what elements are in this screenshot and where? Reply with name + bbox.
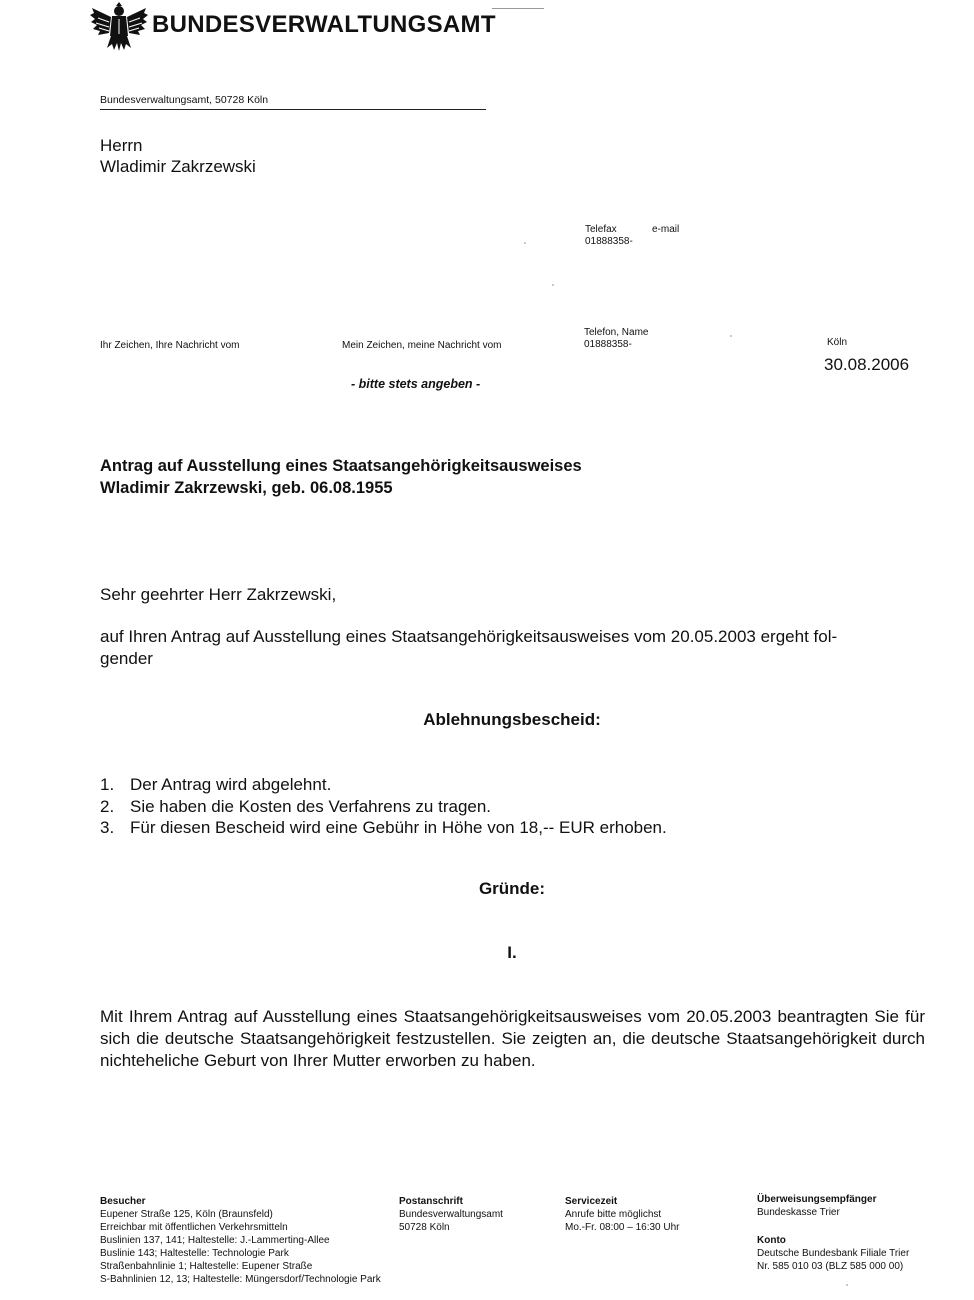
decision-item <box>100 774 667 796</box>
telefax-number: 01888358- <box>585 236 633 247</box>
return-address: Bundesverwaltungsamt, 50728 Köln <box>100 94 269 106</box>
intro-line-1: auf Ihren Antrag auf Ausstellung eines Staatsangehörigkeitsausweises vom 20.05.2003 ergeht fol- <box>100 627 838 646</box>
footer-konto-line: Deutsche Bundesbank Filiale Trier <box>757 1248 910 1259</box>
decision-item <box>100 817 667 839</box>
telefax-label: Telefax <box>585 224 617 235</box>
footer-ueberweisung-title: Überweisungsempfänger <box>757 1194 877 1205</box>
footer-besucher-line: Erreichbar mit öffentlichen Verkehrsmitteln <box>100 1222 288 1233</box>
footer-konto-line: Nr. 585 010 03 (BLZ 585 000 00) <box>757 1261 904 1272</box>
decision-text: Für diesen Bescheid wird eine Gebühr in Höhe von 18,-- EUR erhoben. <box>130 818 667 837</box>
scan-speck <box>524 242 526 244</box>
footer-postanschrift-line: Bundesverwaltungsamt <box>399 1209 503 1220</box>
ihr-zeichen-label: Ihr Zeichen, Ihre Nachricht vom <box>100 340 240 351</box>
place-label: Köln <box>827 337 848 348</box>
federal-eagle-icon <box>90 2 148 52</box>
letter-date: 30.08.2006 <box>824 355 910 374</box>
footer-besucher-line: Buslinien 137, 141; Haltestelle: J.-Lammerting-Allee <box>100 1235 330 1246</box>
return-address-rule <box>100 109 486 110</box>
telefon-label: Telefon, Name <box>584 327 649 338</box>
decision-text: Der Antrag wird abgelehnt. <box>130 775 332 794</box>
footer-konto-title: Konto <box>757 1235 786 1246</box>
decision-number: 3. <box>100 818 115 837</box>
footer-besucher <box>100 1195 381 1286</box>
scan-speck <box>730 335 732 337</box>
subject-line-2: Wladimir Zakrzewski, geb. 06.08.1955 <box>100 479 393 497</box>
footer-servicezeit <box>565 1195 680 1234</box>
footer-besucher-line: Straßenbahnlinie 1; Haltestelle: Eupener Straße <box>100 1261 313 1272</box>
organization-name: BUNDESVERWALTUNGSAMT <box>152 11 496 38</box>
footer-besucher-line: Eupener Straße 125, Köln (Braunsfeld) <box>100 1209 273 1220</box>
header-divider <box>492 8 544 9</box>
decision-number: 2. <box>100 796 115 816</box>
footer-postanschrift <box>399 1195 503 1234</box>
decision-number: 1. <box>100 775 115 794</box>
decision-heading: Ablehnungsbescheid: <box>423 710 601 729</box>
scan-speck <box>552 284 554 286</box>
greeting: Sehr geehrter Herr Zakrzewski, <box>100 585 337 604</box>
section-numeral: I. <box>507 943 517 962</box>
bitte-angeben-hint: - bitte stets angeben - <box>351 377 481 391</box>
decision-list <box>100 774 667 839</box>
footer-servicezeit-title: Servicezeit <box>565 1196 618 1207</box>
footer-besucher-line: S-Bahnlinien 12, 13; Haltestelle: Müngersdorf/Technologie Park <box>100 1274 381 1285</box>
reason-paragraph: Mit Ihrem Antrag auf Ausstellung eines Staatsangehörigkeitsausweises vom 20.05.2003 beantragten Sie für sich die deutsche Staatsangehörigkeit festzustellen. Sie zeigten an, die deutsche Staatsangehörigkeit durch nichteheliche Geburt von Ihrer Mutter erworben zu haben. <box>100 1007 925 1070</box>
footer-konto <box>757 1234 909 1273</box>
footer-ueberweisung <box>757 1193 876 1219</box>
recipient-name: Wladimir Zakrzewski <box>100 157 256 176</box>
footer-besucher-title: Besucher <box>100 1196 146 1207</box>
telefon-number: 01888358- <box>584 339 632 350</box>
footer-servicezeit-line: Mo.-Fr. 08:00 – 16:30 Uhr <box>565 1222 680 1233</box>
reasons-heading: Gründe: <box>478 879 546 898</box>
footer-postanschrift-line: 50728 Köln <box>399 1222 450 1233</box>
footer-ueberweisung-line: Bundeskasse Trier <box>757 1207 840 1218</box>
footer-besucher-line: Buslinie 143; Haltestelle: Technologie Park <box>100 1248 289 1259</box>
intro-line-2: gender <box>100 649 153 668</box>
mein-zeichen-label: Mein Zeichen, meine Nachricht vom <box>342 340 502 351</box>
subject-line-1: Antrag auf Ausstellung eines Staatsangehörigkeitsausweises <box>100 457 582 475</box>
decision-item <box>100 796 667 818</box>
footer-postanschrift-title: Postanschrift <box>399 1196 463 1207</box>
email-label: e-mail <box>652 224 680 235</box>
footer-servicezeit-line: Anrufe bitte möglichst <box>565 1209 662 1220</box>
recipient-salutation: Herrn <box>100 136 143 155</box>
decision-text: Sie haben die Kosten des Verfahrens zu tragen. <box>130 796 492 816</box>
scan-speck <box>846 1284 848 1286</box>
